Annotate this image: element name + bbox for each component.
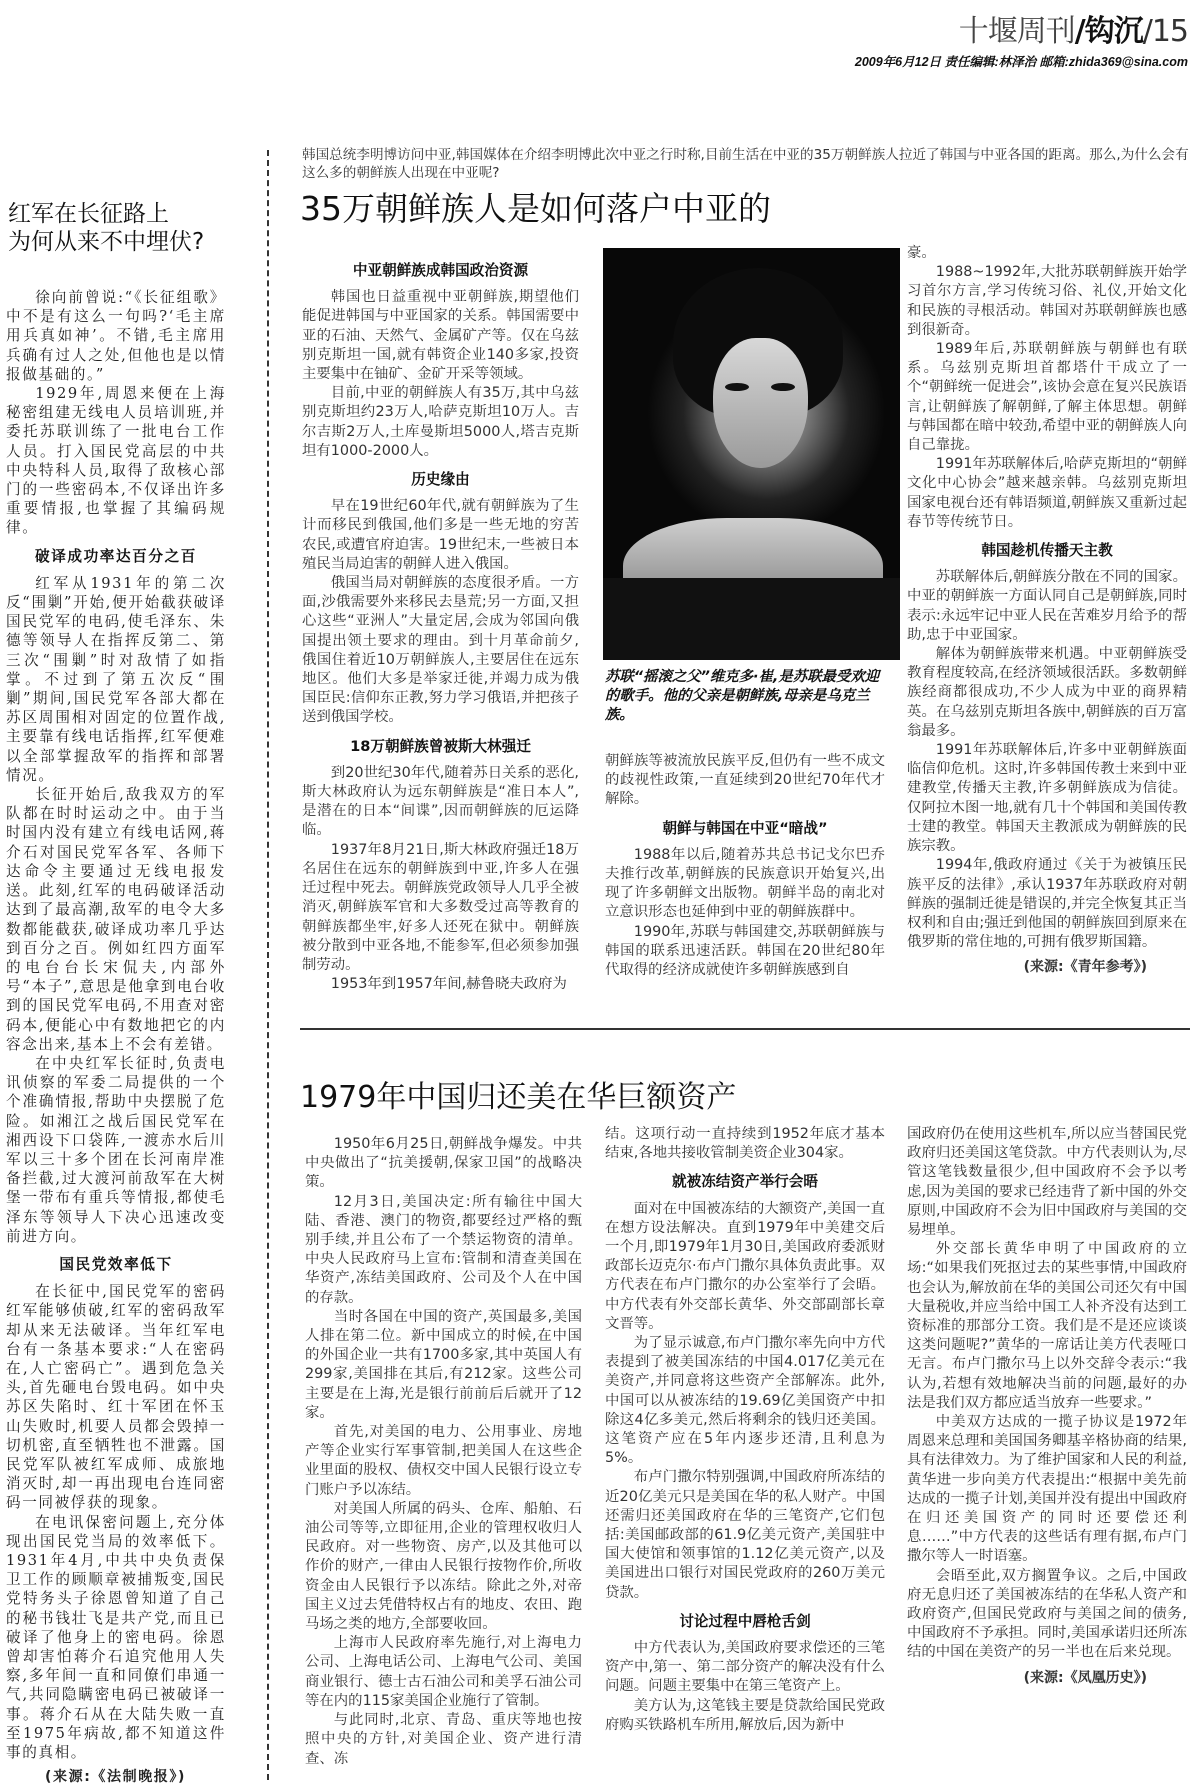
subheading: 18万朝鲜族曾被斯大林强迁 [350, 737, 531, 755]
subheading: 讨论过程中唇枪舌剑 [679, 1612, 811, 1630]
title-line: 为何从来不中埋伏? [8, 229, 205, 255]
subheading: 韩国趁机传播天主教 [981, 542, 1113, 560]
separator: / [1142, 14, 1152, 49]
paragraph: 1991年苏联解体后,哈萨克斯坦的“朝鲜文化中心协会”越来越亲韩。乌兹别克斯坦国家电视台还有韩语频道,朝鲜族又重新过起春节等传统节日。 [907, 456, 1187, 530]
paragraph: 1929年,周恩来便在上海秘密组建无线电人员培训班,并委托苏联训练了一批电台工作人员。打入国民党高层的中共中央特科人员,取得了敌核心部门的一些密码本,不仅译出许多重要情报,也掌握了其编码规律。 [6, 385, 226, 537]
paragraph: 中美双方达成的一揽子协议是1972年周恩来总理和美国国务卿基辛格协商的结果,具有法律效力。为了维护国家和人民的利益,黄华进一步向美方代表提出:“根据中美先前达成的一揽子计划,美国并没有提出中国政府在归还美国资产的同时还要偿还利息……”中方代表的这些话有理有据,布卢门撒尔等人一时语塞。 [907, 1414, 1187, 1565]
paragraph: 韩国也日益重视中亚朝鲜族,期望他们能促进韩国与中亚国家的关系。韩国需要中亚的石油、天然气、金属矿产等。仅在乌兹别克斯坦一国,就有韩资企业140多家,投资主要集中在铀矿、金矿开采等领域。 [302, 289, 579, 383]
paragraph: 中方代表认为,美国政府要求偿还的三笔资产中,第一、第二部分资产的解决没有什么问题。问题主要集中在第三笔资产上。 [605, 1640, 885, 1695]
paragraph: 苏联解体后,朝鲜族分散在不同的国家。中亚的朝鲜族一方面认同自己是朝鲜族,同时表示:永远牢记中亚人民在苦难岁月给予的帮助,忠于中亚国家。 [907, 569, 1187, 643]
paragraph: 首先,对美国的电力、公用事业、房地产等企业实行军事管制,把美国人在这些企业里面的股权、债权交中国人民银行设立专门账户予以冻结。 [305, 1424, 582, 1498]
subheading: 朝鲜与韩国在中亚“暗战” [662, 819, 828, 837]
paragraph: 长征开始后,敌我双方的军队都在时时运动之中。由于当时国内没有建立有线电话网,蒋介石对国民党军各军、各师下达命令主要通过无线电报发送。此刻,红军的电码破译活动达到了最高潮,敌军的电令大多数都能截获,破译成功率几乎达到百分之百。例如红四方面军的电台台长宋侃夫,内部外号“本子”,意思是他拿到电台收到的国民党军电码,不用查对密码本,便能心中有数地把它的内容念出来,基本上不会有差错。 [6, 786, 226, 1053]
subheading: 中亚朝鲜族成韩国政治资源 [352, 262, 529, 279]
paragraph: 在长征中,国民党军的密码红军能够侦破,红军的密码敌军却从来无法破译。当年红军电台有一条基本要求:“人在密码在,人亡密码亡”。遇到危急关头,首先砸电台毁电码。如中央苏区失陷时、红十军团在怀玉山失败时,机要人员都会毁掉一切机密,直至牺牲也不泄露。国民党军队被红军成师、成旅地消灭时,却一再出现电台连同密码一同被俘获的现象。 [6, 1283, 226, 1512]
left-article-title [8, 200, 204, 256]
subheading: 破译成功率达百分之百 [35, 547, 197, 565]
masthead-title [855, 6, 1188, 50]
paragraph: 到20世纪30年代,随着苏日关系的恶化,斯大林政府认为远东朝鲜族是“准日本人”,是潜在的日本“间谍”,因而朝鲜族的厄运降临。 [302, 764, 579, 839]
paragraph: 1950年6月25日,朝鲜战争爆发。中共中央做出了“抗美援朝,保家卫国”的战略决策。 [305, 1136, 582, 1191]
paragraph: 国政府仍在使用这些机车,所以应当替国民党政府归还美国这笔贷款。中方代表则认为,尽管这笔钱数量很少,但中国政府不会予以考虑,因为美国的要求已经违背了新中国的外交原则,中国政府不会为旧中国政府与美国的交易埋单。 [907, 1126, 1187, 1239]
source-credit: (来源:《凤凰历史》) [1023, 1669, 1147, 1686]
paragraph: 外交部长黄华申明了中国政府的立场:“如果我们死抠过去的某些事情,中国政府也会认为,解放前在华的美国公司还欠有中国大量税收,并应当给中国工人补齐没有达到工资标准的那部分工资。我们是不是还应谈谈这类问题呢?”黄华的一席话让美方代表哑口无言。布卢门撒尔马上以外交辞令表示:“我认为,若想有效地解决当前的问题,最好的办法是我们双方都应适当放弃一些要求。” [907, 1241, 1187, 1411]
paragraph: 1937年8月21日,斯大林政府强迁18万名居住在远东的朝鲜族到中亚,许多人在强迁过程中死去。朝鲜族党政领导人几乎全被消灭,朝鲜族军官和大多数受过高等教育的朝鲜族都坐牢,好多人还死在狱中。朝鲜族被分散到中亚各地,不能参军,但必须参加强制劳动。 [302, 841, 579, 973]
source-credit: (来源:《法制晚报》) [45, 1769, 186, 1786]
paragraph: 布卢门撒尔特别强调,中国政府所冻结的近20亿美元只是美国在华的私人财产。中国还需归还美国政府在华的三笔资产,它们包括:美国邮政部的61.9亿美元资产,美国驻中国大使馆和领事馆的1.12亿美元资产,以及美国进出口银行对国民党政府的260万美元贷款。 [605, 1469, 885, 1601]
paragraph: 红军从1931年的第二次反“围剿”开始,便开始截获破译国民党军的电码,使毛泽东、朱德等领导人在指挥反第二、第三次“围剿”时对敌情了如指掌。不过到了第五次反“围剿”期间,国民党军各部大都在苏区周围相对固定的位置作战,主要靠有线电话指挥,红军便难以全部掌握敌军的指挥和部署情况。 [6, 574, 226, 784]
column-divider [267, 150, 269, 1780]
top-article-column-1 [302, 252, 579, 994]
paragraph: 在电讯保密问题上,充分体现出国民党当局的效率低下。1931年4月,中共中央负责保卫工作的顾顺章被捕叛变,国民党特务头子徐恩曾知道了自己的秘书钱壮飞是共产党,而且已破译了他身上的密电码。徐恩曾却害怕蒋介石追究他用人失察,多年间一直和同僚们串通一气,共同隐瞒密电码已被破译一事。蒋介石从在大陆失败一直至1975年病故,都不知道这件事的真相。 [6, 1513, 226, 1762]
paragraph: 早在19世纪60年代,就有朝鲜族为了生计而移民到俄国,他们多是一些无地的穷苦农民,或遭官府迫害。19世纪末,一些被日本殖民当局迫害的朝鲜人进入俄国。 [302, 498, 579, 572]
paragraph: 徐向前曾说:“《长征组歌》中不是有这么一句吗?‘毛主席用兵真如神’。不错,毛主席用兵确有过人之处,但他也是以情报做基础的。” [6, 289, 226, 383]
paragraph: 12月3日,美国决定:所有输往中国大陆、香港、澳门的物资,都要经过严格的甄别手续,并且公布了一个禁运物资的清单。中央人民政府马上宣布:管制和清查美国在华资产,冻结美国政府、公司及个人在中国的存款。 [305, 1193, 582, 1306]
paragraph: 豪。 [907, 245, 936, 261]
paragraph: 当时各国在中国的资产,英国最多,美国人排在第二位。新中国成立的时候,在中国的外国企业一共有1700多家,其中英国人有299家,美国排在其后,有212家。这些公司主要是在上海,光是银行前前后后就开了12家。 [305, 1308, 582, 1421]
paragraph: 为了显示诚意,布卢门撒尔率先向中方代表提到了被美国冻结的中国4.017亿美元在美资产,并同意将这些资产全部解冻。此外,中国可以从被冻结的19.69亿美国资产中扣除这4亿多美元,然后将剩余的钱归还美国。这笔资产应在5年内逐步还清,且利息为5%。 [605, 1335, 885, 1467]
paragraph: 对美国人所属的码头、仓库、船舶、石油公司等等,立即征用,企业的管理权收归人民政府。对一些物资、房产,以及其他可以作价的财产,一律由人民银行按物作价,所收资金由人民银行予以冻结。除此之外,对帝国主义过去凭借特权占有的地皮、农田、跑马场之类的地方,全部要收回。 [305, 1500, 582, 1633]
page-number: 15 [1151, 14, 1188, 49]
section-name: 钩沉 [1084, 14, 1143, 49]
paragraph: 1989年后,苏联朝鲜族与朝鲜也有联系。乌兹别克斯坦首都塔什干成立了一个“朝鲜统一促进会”,该协会意在复兴民族语言,让朝鲜族了解朝鲜,了解主体思想。朝鲜与韩国都在暗中较劲,希望中亚的朝鲜族人向自己靠拢。 [907, 341, 1187, 454]
top-article-column-2 [605, 752, 885, 980]
photo-jacket [603, 578, 900, 660]
photo-eye [725, 383, 749, 391]
paragraph: 1990年,苏联与韩国建交,苏联朝鲜族与韩国的联系迅速活跃。韩国在20世纪80年代取得的经济成就使许多朝鲜族感到自 [605, 923, 885, 979]
left-article-body [6, 288, 226, 1787]
article-divider [300, 1028, 1190, 1030]
top-article-title: 35万朝鲜族人是如何落户中亚的 [300, 189, 771, 228]
paragraph: 面对在中国被冻结的大额资产,美国一直在想方设法解决。直到1979年中美建交后一个月,即1979年1月30日,美国政府委派财政部长迈克尔·布卢门撒尔具体负责此事。双方代表在布卢门撒尔的办公室举行了会晤。中方代表有外交部长黄华、外交部副部长章文晋等。 [605, 1200, 885, 1332]
photo-viktor-tsoi [603, 248, 900, 660]
title-line: 红军在长征路上 [8, 201, 169, 227]
paragraph: 与此同时,北京、青岛、重庆等地也按照中央的方针,对美国企业、资产进行清查、冻 [305, 1712, 582, 1767]
bottom-article-column-3 [907, 1125, 1187, 1688]
paragraph: 解体为朝鲜族带来机遇。中亚朝鲜族受教育程度较高,在经济领域很活跃。多数朝鲜族经商都很成功,不少人成为中亚的商界精英。在乌兹别克斯坦各族中,朝鲜族的百万富翁最多。 [907, 646, 1187, 739]
top-article-intro: 韩国总统李明博访问中亚,韩国媒体在介绍李明博此次中亚之行时称,目前生活在中亚的35万朝鲜族人拉近了韩国与中亚各国的距离。那么,为什么会有这么多的朝鲜族人出现在中亚呢? [302, 147, 1189, 181]
paragraph: 目前,中亚的朝鲜族人有35万,其中乌兹别克斯坦约23万人,哈萨克斯坦10万人。吉尔吉斯2万人,土库曼斯坦5000人,塔吉克斯坦有1000-2000人。 [302, 385, 579, 459]
subheading: 国民党效率低下 [59, 1255, 173, 1273]
paragraph: 朝鲜族等被流放民族平反,但仍有一些不成文的歧视性政策,一直延续到20世纪70年代才解除。 [605, 753, 885, 808]
paper-name: 十堰周刊 [958, 14, 1075, 49]
paragraph: 1991年苏联解体后,许多中亚朝鲜族面临信仰危机。这时,许多韩国传教士来到中亚建教堂,传播天主教,许多朝鲜族成为信徒。仅阿拉木图一地,就有几十个韩国和美国传教士建的教堂。韩国天主教派成为朝鲜族的民族宗教。 [907, 742, 1187, 855]
photo-face [713, 338, 808, 468]
masthead [855, 6, 1188, 70]
paragraph: 1988年以后,随着苏共总书记戈尔巴乔夫推行改革,朝鲜族的民族意识开始复兴,出现了许多朝鲜文出版物。朝鲜半岛的南北对立意识形态也延伸到中亚的朝鲜族群中。 [605, 846, 885, 921]
separator: / [1074, 14, 1085, 49]
paragraph: 俄国当局对朝鲜族的态度很矛盾。一方面,沙俄需要外来移民去垦荒;另一方面,又担心这些“亚洲人”大量定居,会成为邻国向俄国提出领土要求的理由。到十月革命前夕,俄国住着近10万朝鲜族人,主要居住在远东地区。他们大多是举家迁徙,并竭力成为俄国臣民:信仰东正教,努力学习俄语,并把孩子送到俄国学校。 [302, 575, 579, 726]
subheading: 就被冻结资产举行会晤 [672, 1173, 818, 1191]
paragraph: 美方认为,这笔钱主要是贷款给国民党政府购买铁路机车所用,解放后,因为新中 [605, 1697, 885, 1733]
source-credit: (来源:《青年参考》) [1023, 959, 1147, 976]
photo-caption: 苏联“摇滚之父”维克多·崔,是苏联最受欢迎的歌手。他的父亲是朝鲜族,母亲是乌克兰族。 [605, 669, 880, 723]
paragraph: 1994年,俄政府通过《关于为被镇压民族平反的法律》,承认1937年苏联政府对朝鲜族的强制迁徙是错误的,并完全恢复其正当权利和自由;强迁到他国的朝鲜族回到原来在俄罗斯的常住地的,可拥有俄罗斯国籍。 [907, 857, 1187, 951]
bottom-article-column-1 [305, 1135, 582, 1769]
paragraph: 在中央红军长征时,负责电讯侦察的军委二局提供的一个个准确情报,帮助中央摆脱了危险。如湘江之战后国民党军在湘西设下口袋阵,一渡赤水后川军以三十多个团在长河南岸准备拦截,过大渡河前敌军在大树堡一带布有重兵等情报,都使毛泽东等领导人下决心迅速改变前进方向。 [6, 1054, 226, 1245]
paragraph: 1988~1992年,大批苏联朝鲜族开始学习首尔方言,学习传统习俗、礼仪,开始文化和民族的寻根活动。韩国对苏联朝鲜族也感到很新奇。 [907, 264, 1187, 338]
paragraph: 会晤至此,双方搁置争议。之后,中国政府无息归还了美国被冻结的在华私人资产和政府资产,但国民党政府与美国之间的债务,中国政府不予承担。同时,美国承诺归还所冻结的中国在美资产的另一半也在后来兑现。 [907, 1567, 1187, 1661]
paragraph: 上海市人民政府率先施行,对上海电力公司、上海电话公司、上海电气公司、美国商业银行、德士古石油公司和美孚石油公司等在内的115家美国企业施行了管制。 [305, 1635, 582, 1709]
top-article-column-3 [907, 244, 1187, 978]
paragraph: 结。这项行动一直持续到1952年底才基本结束,各地共接收管制美资企业304家。 [605, 1126, 885, 1162]
bottom-article-title: 1979年中国归还美在华巨额资产 [300, 1080, 737, 1115]
subheading: 历史缘由 [411, 471, 470, 489]
photo-eye [771, 383, 795, 391]
paragraph: 1953年到1957年间,赫鲁晓夫政府为 [330, 976, 567, 993]
dateline: 2009年6月12日 责任编辑:林泽治 邮箱:zhida369@sina.com [854, 55, 1188, 69]
bottom-article-column-2 [605, 1125, 885, 1735]
